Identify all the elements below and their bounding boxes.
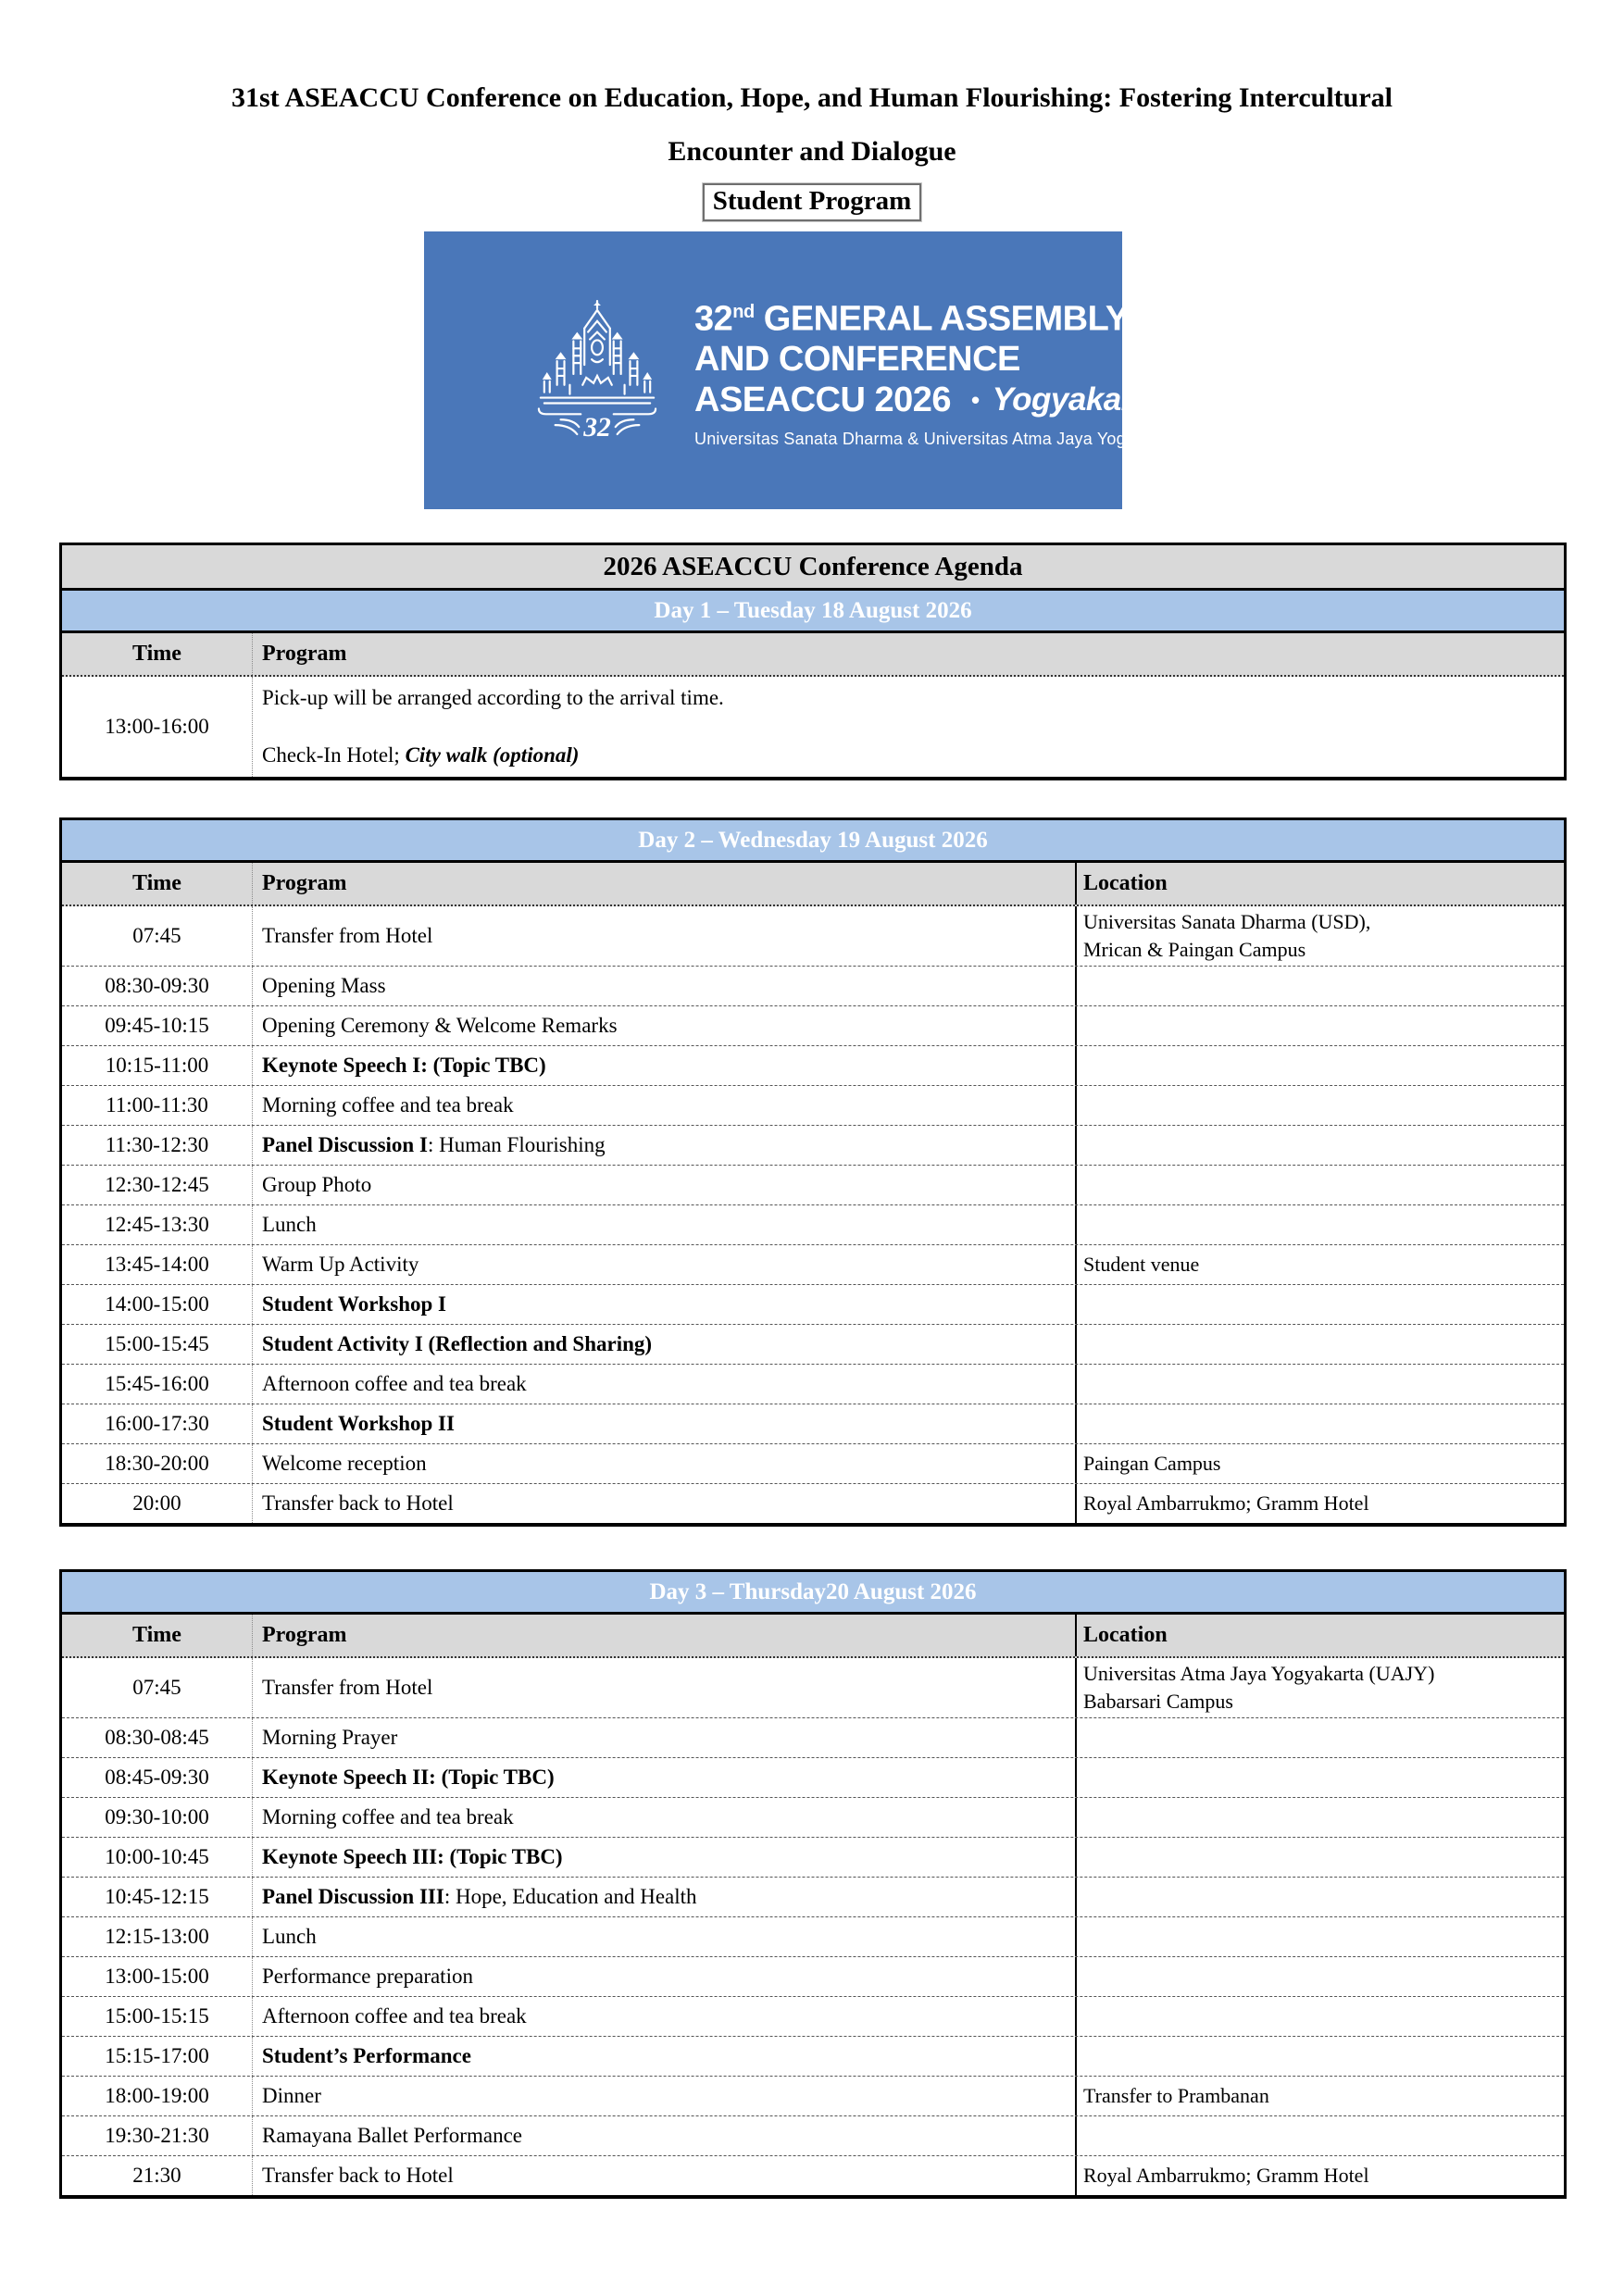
time-cell: 19:30-21:30 [62, 2116, 253, 2155]
location-cell [1075, 1365, 1564, 1404]
location-cell [1075, 1718, 1564, 1757]
program-cell [253, 677, 1564, 777]
time-cell: 14:00-15:00 [62, 1285, 253, 1324]
table-row [62, 1284, 1564, 1324]
program-cell: Afternoon coffee and tea break [262, 2004, 527, 2028]
table-row [62, 1244, 1564, 1284]
logo-number: 32 [583, 412, 611, 443]
program-cell: Performance preparation [262, 1965, 473, 1988]
time-cell: 08:45-09:30 [62, 1758, 253, 1797]
time-column-header: Time [62, 633, 253, 675]
time-cell: 21:30 [62, 2156, 253, 2195]
conference-title-line2: Encounter and Dialogue [668, 136, 956, 167]
table-row [62, 1717, 1564, 1757]
program-cell: Student Workshop II [262, 1412, 455, 1435]
table-row [62, 1204, 1564, 1244]
location-cell [1075, 1798, 1564, 1837]
location-cell: Universitas Sanata Dharma (USD), Mrican & Paingan Campus [1075, 906, 1564, 966]
program-cell: Keynote Speech I: (Topic TBC) [262, 1054, 546, 1077]
banner-aseaccu-2026: ASEACCU 2026 [694, 381, 951, 420]
location-cell [1075, 1126, 1564, 1165]
program-cell: Lunch [262, 1925, 317, 1948]
banner-line2: AND CONFERENCE [694, 340, 1020, 380]
table-row [62, 1916, 1564, 1956]
program-cell: Keynote Speech III: (Topic TBC) [262, 1845, 563, 1868]
program-column-header: Program [262, 1623, 347, 1647]
time-column-header: Time [62, 863, 253, 905]
table-row [62, 1364, 1564, 1404]
table-row [62, 1045, 1564, 1085]
location-cell [1075, 1758, 1564, 1797]
table-row [62, 1005, 1564, 1045]
day2-header-bar: Day 2 – Wednesday 19 August 2026 [62, 820, 1564, 863]
location-cell [1075, 1205, 1564, 1244]
program-cell: Student’s Performance [262, 2044, 471, 2067]
agenda-table-day3 [59, 1569, 1567, 2199]
table-row [62, 1658, 1564, 1717]
banner-line1 [694, 292, 1181, 340]
student-program-label: Student Program [703, 183, 922, 221]
location-cell: Royal Ambarrukmo; Gramm Hotel [1075, 2156, 1564, 2195]
program-cell: Warm Up Activity [262, 1253, 419, 1276]
time-cell: 08:30-09:30 [62, 967, 253, 1005]
table-row [62, 1757, 1564, 1797]
table-row [62, 2155, 1564, 2195]
program-column-header: Program [262, 871, 347, 895]
table-row [62, 1404, 1564, 1443]
time-cell: 13:00-15:00 [62, 1957, 253, 1996]
program-cell: Welcome reception [262, 1452, 427, 1475]
time-cell: 15:15-17:00 [62, 2037, 253, 2076]
location-cell [1075, 1997, 1564, 2036]
day3-header-bar: Day 3 – Thursday20 August 2026 [62, 1572, 1564, 1615]
table-row [62, 1877, 1564, 1916]
program-cell: Transfer from Hotel [262, 1676, 433, 1699]
time-column-header: Time [62, 1615, 253, 1656]
banner-line3 [694, 380, 1181, 420]
location-cell [1075, 1957, 1564, 1996]
table-row [62, 677, 1564, 777]
agenda-table-day1 [59, 543, 1567, 780]
time-cell: 16:00-17:30 [62, 1404, 253, 1443]
time-cell: 15:00-15:45 [62, 1325, 253, 1364]
time-cell: 12:45-13:30 [62, 1205, 253, 1244]
program-cell: Morning coffee and tea break [262, 1805, 514, 1828]
time-cell: 12:30-12:45 [62, 1166, 253, 1204]
time-cell: 20:00 [62, 1484, 253, 1523]
time-cell: 09:45-10:15 [62, 1006, 253, 1045]
program-cell: Panel Discussion I: Human Flourishing [262, 1133, 606, 1156]
day3-column-headers [62, 1615, 1564, 1658]
location-column-header: Location [1075, 863, 1564, 905]
time-cell: 09:30-10:00 [62, 1798, 253, 1837]
program-cell: Student Activity I (Reflection and Sharing) [262, 1332, 653, 1355]
time-cell: 11:30-12:30 [62, 1126, 253, 1165]
location-cell: Transfer to Prambanan [1075, 2077, 1564, 2115]
banner-line1-ordinal: nd [732, 301, 755, 322]
location-cell [1075, 1404, 1564, 1443]
program-cell: Opening Mass [262, 974, 386, 997]
location-cell: Universitas Atma Jaya Yogyakarta (UAJY) Babarsari Campus [1075, 1658, 1564, 1717]
agenda-table-day2 [59, 817, 1567, 1527]
program-cell: Transfer back to Hotel [262, 2164, 454, 2187]
program-cell: Transfer back to Hotel [262, 1491, 454, 1515]
location-cell: Royal Ambarrukmo; Gramm Hotel [1075, 1484, 1564, 1523]
table-row [62, 966, 1564, 1005]
day1-header-bar: Day 1 – Tuesday 18 August 2026 [62, 591, 1564, 633]
day2-column-headers [62, 863, 1564, 906]
program-text: Pick-up will be arranged according to the arrival time. [262, 686, 724, 709]
banner-line1-text: GENERAL ASSEMBLY [754, 299, 1129, 339]
location-cell: Paingan Campus [1075, 1444, 1564, 1483]
table-row [62, 1797, 1564, 1837]
table-row [62, 1837, 1564, 1877]
time-cell: 13:00-16:00 [62, 677, 253, 777]
time-cell: 15:45-16:00 [62, 1365, 253, 1404]
table-row [62, 2115, 1564, 2155]
table-row [62, 1443, 1564, 1483]
program-cell: Transfer from Hotel [262, 924, 433, 947]
program-cell: Opening Ceremony & Welcome Remarks [262, 1014, 618, 1037]
day2-rows [62, 906, 1564, 1523]
time-cell: 10:00-10:45 [62, 1838, 253, 1877]
banner-text-block [694, 292, 1181, 450]
day1-column-headers [62, 633, 1564, 677]
table-row [62, 1956, 1564, 1996]
location-cell [1075, 1878, 1564, 1916]
table-row [62, 2076, 1564, 2115]
location-cell [1075, 1325, 1564, 1364]
time-cell: 08:30-08:45 [62, 1718, 253, 1757]
time-cell: 15:00-15:15 [62, 1997, 253, 2036]
table-row [62, 1165, 1564, 1204]
time-cell: 12:15-13:00 [62, 1917, 253, 1956]
program-cell: Panel Discussion III: Hope, Education and Health [262, 1885, 697, 1908]
time-cell: 10:15-11:00 [62, 1046, 253, 1085]
program-cell: Morning coffee and tea break [262, 1093, 514, 1117]
time-cell: 18:00-19:00 [62, 2077, 253, 2115]
banner-universities: Universitas Sanata Dharma & Universitas Atma Jaya Yogyakarta [694, 430, 1182, 449]
location-cell [1075, 1166, 1564, 1204]
program-cell: Dinner [262, 2084, 321, 2107]
time-cell: 10:45-12:15 [62, 1878, 253, 1916]
time-cell: 11:00-11:30 [62, 1086, 253, 1125]
table-row [62, 1483, 1564, 1523]
table-row [62, 1085, 1564, 1125]
location-cell [1075, 2116, 1564, 2155]
location-cell [1075, 1006, 1564, 1045]
location-cell [1075, 967, 1564, 1005]
table-row [62, 1125, 1564, 1165]
program-cell: Morning Prayer [262, 1726, 398, 1749]
program-cell: Ramayana Ballet Performance [262, 2124, 522, 2147]
student-program-wrap [0, 183, 1624, 221]
bullet-icon: • [971, 386, 980, 415]
location-cell: Student venue [1075, 1245, 1564, 1284]
location-cell [1075, 1046, 1564, 1085]
time-cell: 18:30-20:00 [62, 1444, 253, 1483]
program-text: Check-In Hotel; City walk (optional) [262, 743, 580, 767]
banner-line1-number: 32 [694, 299, 733, 339]
location-column-header: Location [1075, 1615, 1564, 1656]
program-cell: Lunch [262, 1213, 317, 1236]
program-cell: Group Photo [262, 1173, 372, 1196]
agenda-main-title: 2026 ASEACCU Conference Agenda [62, 545, 1564, 591]
location-cell [1075, 1838, 1564, 1877]
program-cell: Afternoon coffee and tea break [262, 1372, 527, 1395]
conference-title-line1: 31st ASEACCU Conference on Education, Hope, and Human Flourishing: Fostering Intercultural [231, 82, 1393, 113]
location-cell [1075, 1086, 1564, 1125]
program-column-header: Program [262, 642, 347, 666]
table-row [62, 906, 1564, 966]
location-cell [1075, 1285, 1564, 1324]
table-row [62, 1324, 1564, 1364]
day3-rows [62, 1658, 1564, 2195]
time-cell: 13:45-14:00 [62, 1245, 253, 1284]
location-cell [1075, 2037, 1564, 2076]
table-row [62, 2036, 1564, 2076]
table-row [62, 1996, 1564, 2036]
conference-banner [424, 231, 1182, 509]
program-cell: Student Workshop I [262, 1292, 446, 1316]
banner-city: Yogyakarta [992, 381, 1162, 418]
location-cell [1075, 1917, 1564, 1956]
aseaccu-temple-logo-icon [533, 295, 661, 445]
time-cell: 07:45 [62, 906, 253, 966]
time-cell: 07:45 [62, 1658, 253, 1717]
program-cell: Keynote Speech II: (Topic TBC) [262, 1766, 555, 1789]
